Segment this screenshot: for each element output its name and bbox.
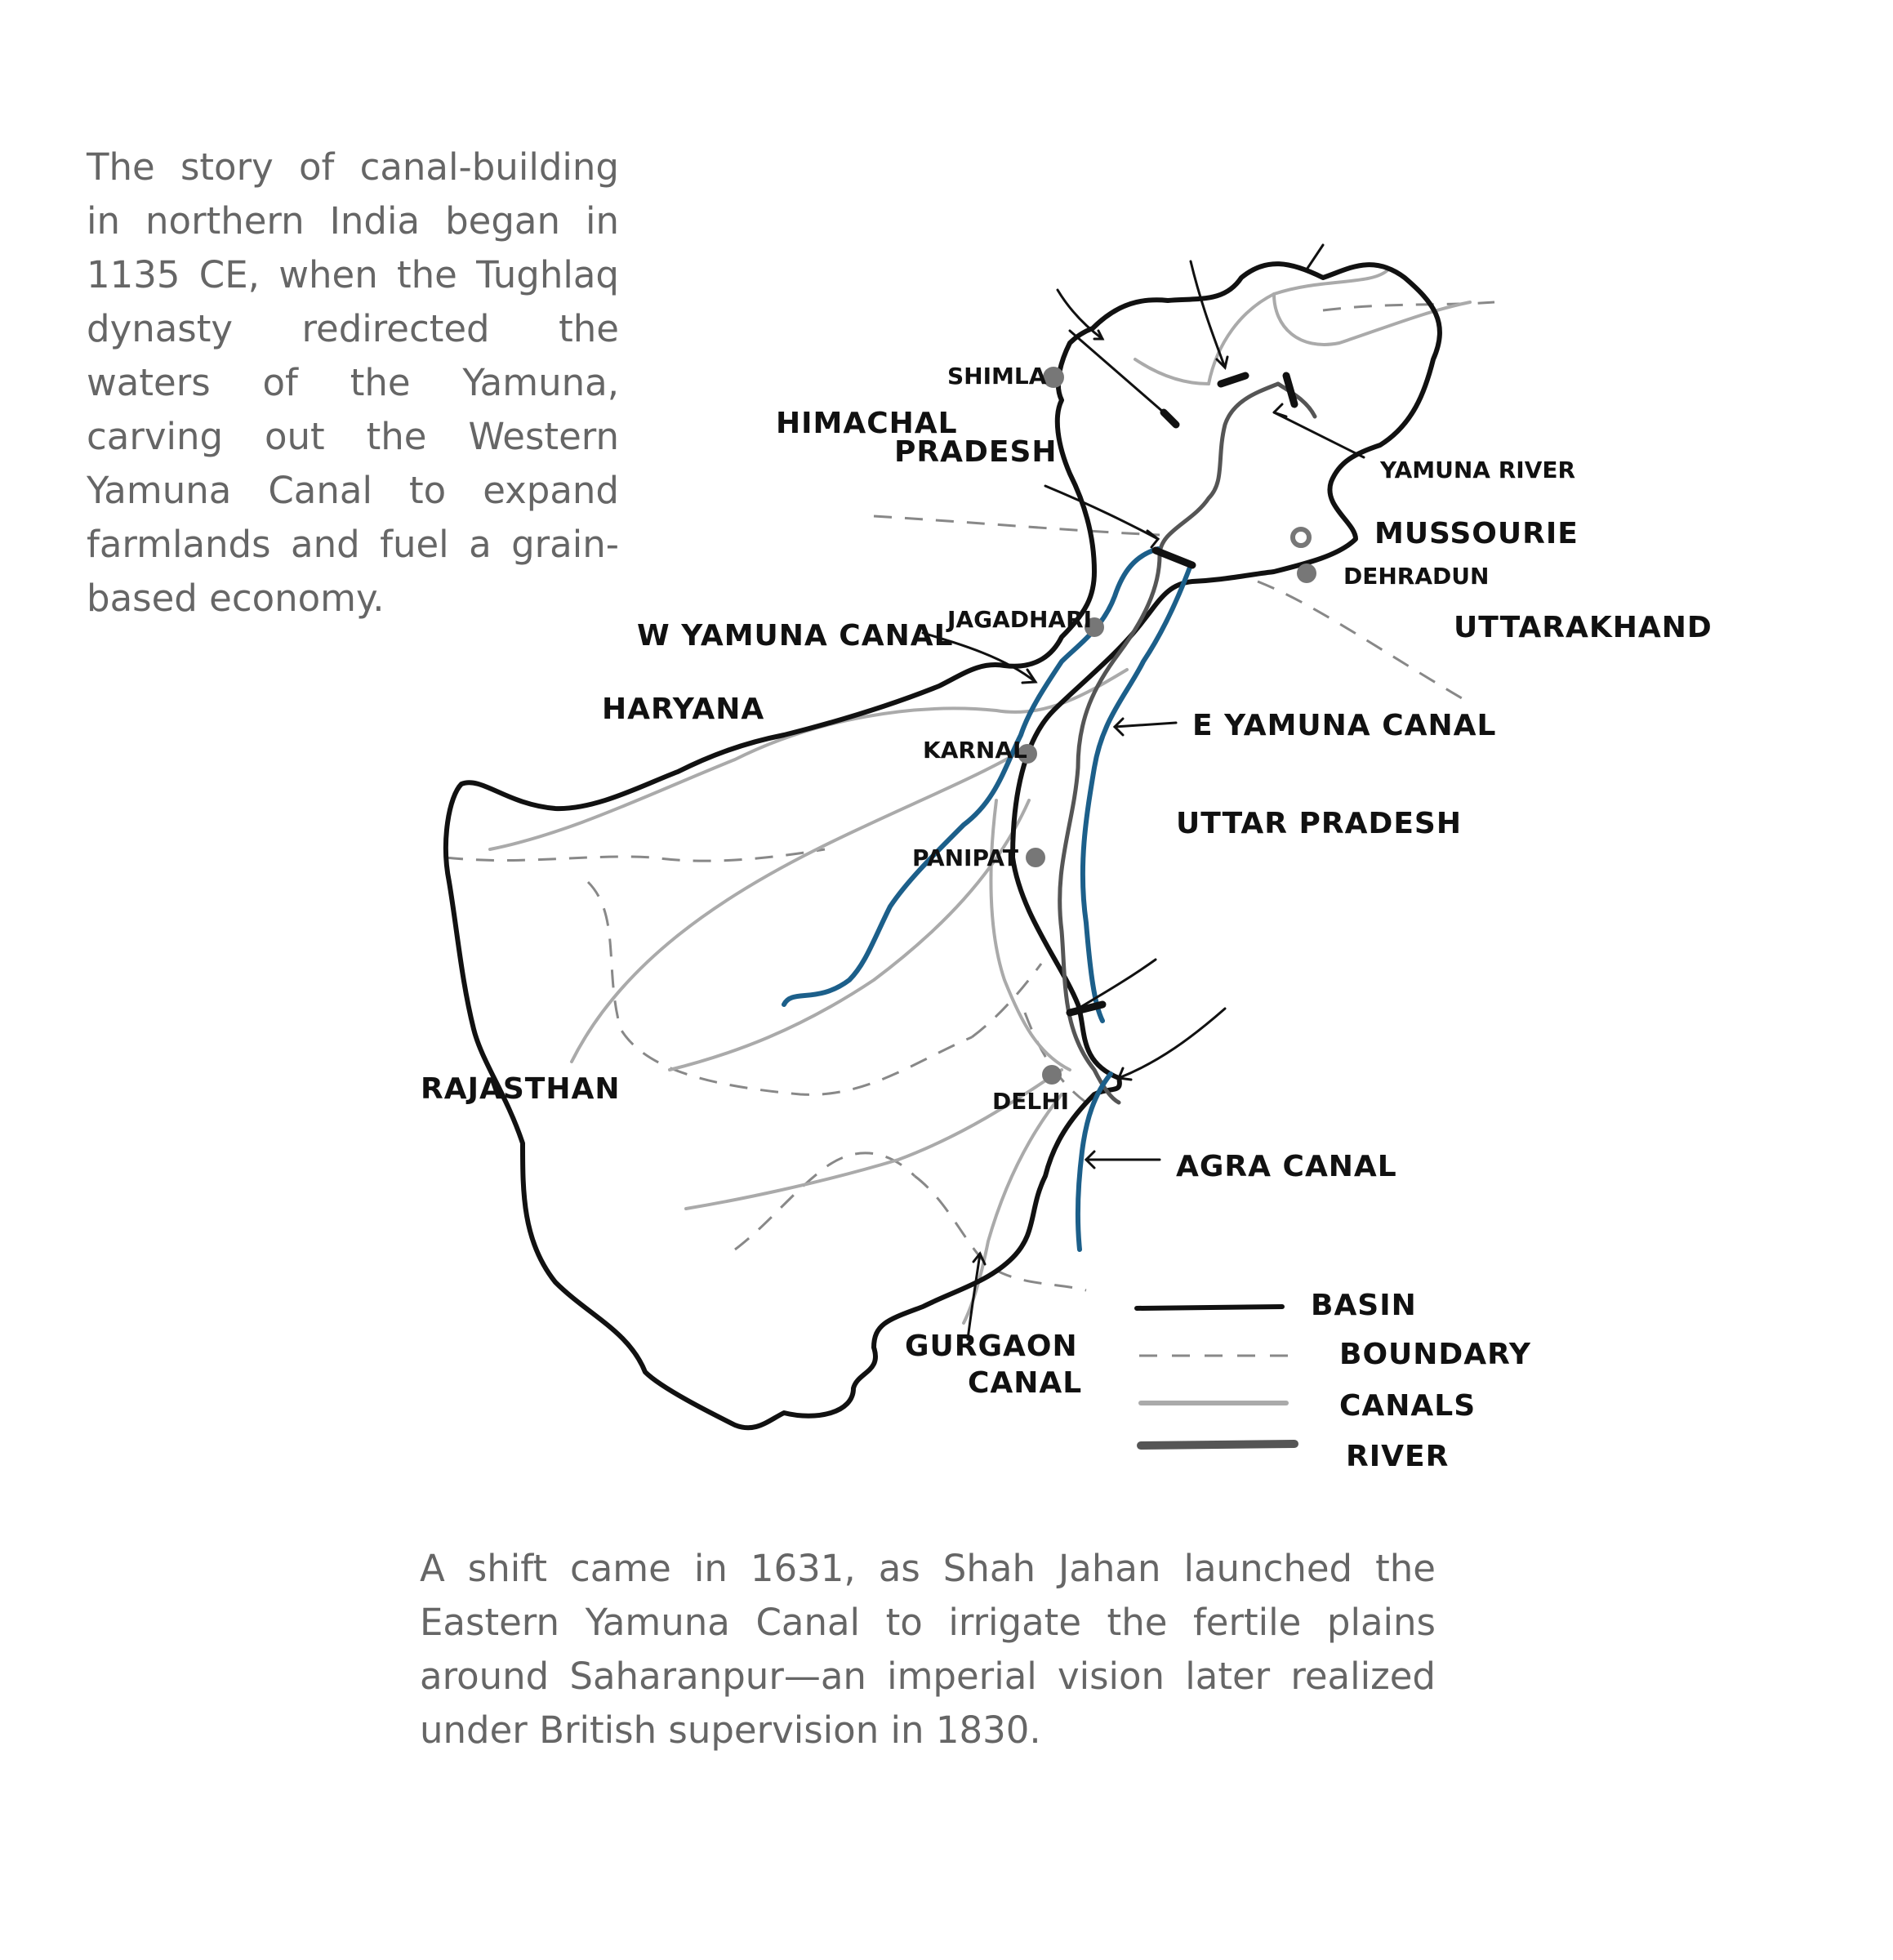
label-delhi: DELHI bbox=[992, 1088, 1070, 1115]
label-uttar-pradesh: UTTAR PRADESH bbox=[1176, 807, 1462, 840]
legend-canals-label: CANALS bbox=[1339, 1389, 1477, 1423]
dehradun-dot bbox=[1297, 564, 1316, 583]
label-karnal: KARNAL bbox=[923, 737, 1027, 764]
label-panipat: PANIPAT bbox=[912, 844, 1019, 871]
label-jagadhari: JAGADHARI bbox=[947, 606, 1093, 633]
label-e-yamuna-canal: E YAMUNA CANAL bbox=[1192, 709, 1497, 742]
label-himachal-1: HIMACHAL bbox=[776, 407, 958, 440]
legend-river-swatch bbox=[1141, 1444, 1294, 1446]
mussoorie-dot bbox=[1293, 529, 1309, 546]
legend-boundary-label: BOUNDARY bbox=[1339, 1338, 1531, 1371]
legend-basin-label: BASIN bbox=[1311, 1289, 1417, 1322]
label-shimla: SHIMLA bbox=[947, 363, 1047, 390]
barrage-markers bbox=[1070, 376, 1294, 1013]
label-yamuna-river: YAMUNA RIVER bbox=[1380, 457, 1576, 483]
label-rajasthan: RAJASTHAN bbox=[421, 1072, 621, 1106]
label-w-yamuna-canal: W YAMUNA CANAL bbox=[637, 619, 954, 653]
closing-paragraph: A shift came in 1631, as Shah Jahan launched the Eastern Yamuna Canal to irrigate the fertile plains around Saharanpur—an imperial vision later realized under British supervision in 1830. bbox=[420, 1547, 1436, 1752]
label-uttarakhand: UTTARAKHAND bbox=[1454, 611, 1713, 644]
label-agra-canal: AGRA CANAL bbox=[1176, 1150, 1397, 1183]
panipat-dot bbox=[1026, 848, 1045, 867]
legend-river-label: RIVER bbox=[1346, 1440, 1450, 1473]
label-himachal-2: PRADESH bbox=[894, 435, 1058, 469]
label-gurgaon-2: CANAL bbox=[968, 1366, 1083, 1400]
delhi-dot bbox=[1042, 1065, 1062, 1085]
label-mussoorie: MUSSOURIE bbox=[1374, 517, 1579, 550]
label-dehradun: DEHRADUN bbox=[1343, 563, 1490, 590]
map-legend bbox=[1137, 1289, 1531, 1473]
legend-basin-swatch bbox=[1137, 1307, 1282, 1308]
label-gurgaon-1: GURGAON bbox=[905, 1330, 1078, 1363]
intro-paragraph: The story of canal-building in northern India began in 1135 CE, when the Tughlaq dynasty redirected the waters of the Yamuna, carving out the Western Yamuna Canal to expand farmlands and fuel a grain-based economy. bbox=[87, 145, 619, 620]
label-haryana: HARYANA bbox=[602, 693, 765, 726]
